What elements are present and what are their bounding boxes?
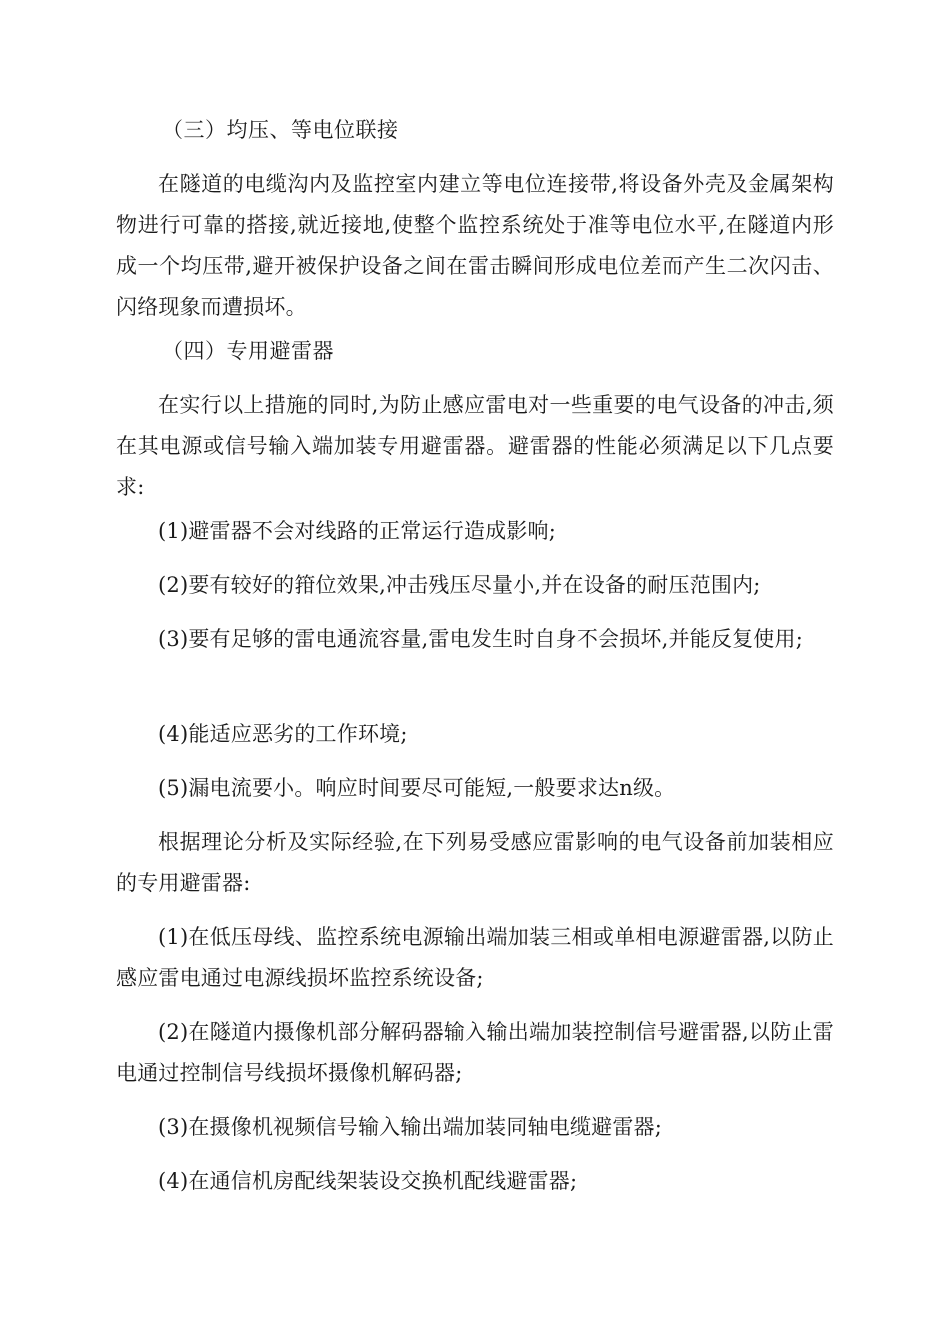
paragraph-installation-intro: 根据理论分析及实际经验,在下列易受感应雷影响的电气设备前加装相应的专用避雷器: (116, 830, 834, 895)
installation-item-3: (3)在摄像机视频信号输入输出端加装同轴电缆避雷器; (158, 1115, 663, 1139)
installation-item-1: (1)在低压母线、监控系统电源输出端加装三相或单相电源避雷器,以防止感应雷电通过电源线损坏监控系统设备; (116, 925, 834, 990)
installation-item-2: (2)在隧道内摄像机部分解码器输入输出端加装控制信号避雷器,以防止雷电通过控制信号线损坏摄像机解码器; (116, 1020, 834, 1085)
paragraph-equipotential: 在隧道的电缆沟内及监控室内建立等电位连接带,将设备外壳及金属架构物进行可靠的搭接,就近接地,使整个监控系统处于准等电位水平,在隧道内形成一个均压带,避开被保护设备之间在雷击瞬间形成电位差而产生二次闪击、闪络现象而遭损坏。 (116, 172, 834, 319)
requirement-item-3: (3)要有足够的雷电通流容量,雷电发生时自身不会损坏,并能反复使用; (158, 627, 803, 651)
installation-item-4: (4)在通信机房配线架装设交换机配线避雷器; (158, 1169, 578, 1193)
section-heading-4: （四）专用避雷器 (162, 339, 334, 363)
requirement-item-1: (1)避雷器不会对线路的正常运行造成影响; (158, 519, 557, 543)
requirement-item-2: (2)要有较好的箝位效果,冲击残压尽量小,并在设备的耐压范围内; (158, 573, 761, 597)
requirement-item-5: (5)漏电流要小。响应时间要尽可能短,一般要求达n级。 (158, 776, 676, 800)
paragraph-surge-arrester-intro: 在实行以上措施的同时,为防止感应雷电对一些重要的电气设备的冲击,须在其电源或信号输入端加装专用避雷器。避雷器的性能必须满足以下几点要求: (116, 393, 834, 499)
requirement-item-4: (4)能适应恶劣的工作环境; (158, 722, 408, 746)
section-heading-3: （三）均压、等电位联接 (162, 118, 399, 142)
